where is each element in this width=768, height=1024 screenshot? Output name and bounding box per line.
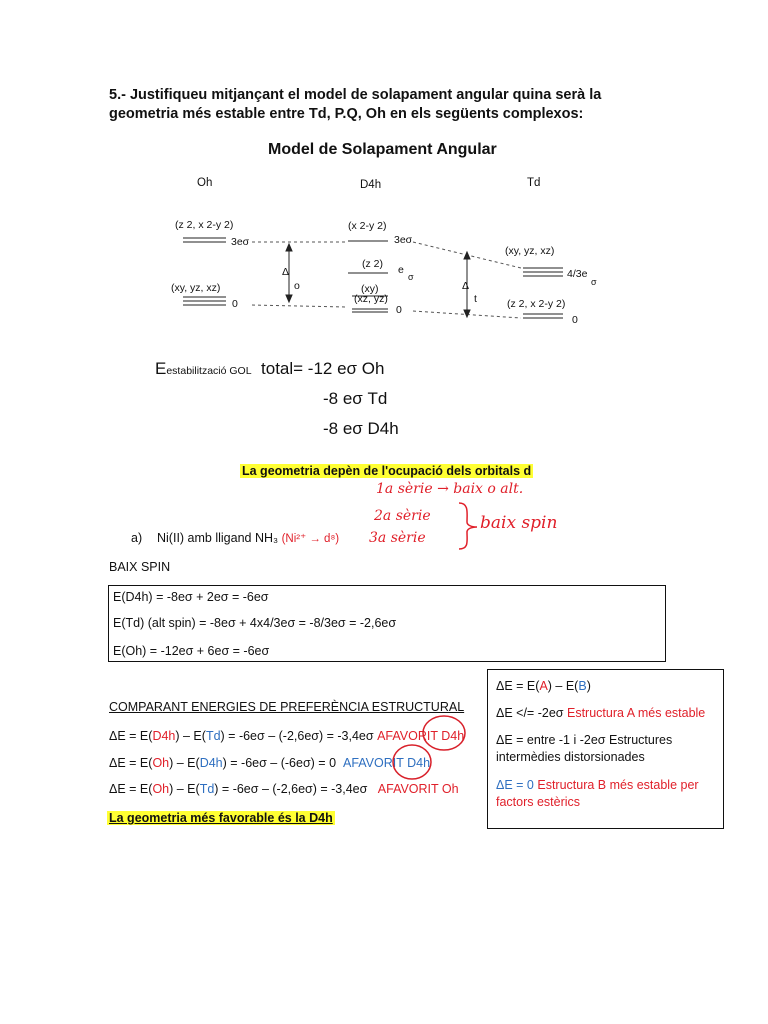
oh-delta-sub: o — [294, 280, 300, 292]
td-levels — [523, 268, 563, 318]
stabilization-subscript: estabilització GOL — [166, 365, 252, 377]
stabilization-d4h: -8 eσ D4h — [323, 419, 399, 438]
figure-title: Model de Solapament Angular — [268, 141, 497, 158]
comparison-row-1: ΔE = E(D4h) – E(Td) = -6eσ – (-2,6eσ) = -3,4eσ AFAVORIT D4h — [109, 729, 465, 743]
oh-t2g-energy: 0 — [232, 298, 238, 310]
d4h-xy-label: (xy) — [361, 283, 379, 295]
comparison-row-2: ΔE = E(Oh) – E(D4h) = -6eσ – (-6eσ) = 0 AFAVORIT D4h — [109, 756, 431, 770]
d4h-xzyz-label: (xz, yz) — [354, 293, 388, 305]
handwritten-series-1: 1a sèrie → baix o alt. — [376, 481, 524, 497]
column-label-td: Td — [527, 177, 541, 189]
d4h-z2-label: (z 2) — [362, 258, 383, 270]
stabilization-total — [155, 359, 384, 379]
oh-delta-symbol: Δ — [282, 266, 290, 278]
question-text: 5.- Justifiqueu mitjançant el model de solapament angular quina serà la geometria més estable entre Td, P.Q, Oh en els següents complexos: — [109, 87, 602, 122]
stabilization-td: -8 eσ Td — [323, 389, 388, 408]
energy-oh: E(Oh) = -12eσ + 6eσ = -6eσ — [113, 644, 270, 658]
orbital-diagram — [0, 0, 768, 360]
comparison-heading: COMPARANT ENERGIES DE PREFERÈNCIA ESTRUCTURAL — [109, 700, 465, 714]
handwritten-series-3: 3a sèrie — [369, 530, 426, 546]
item-a-marker: a) — [131, 531, 143, 545]
conclusion: La geometria més favorable és la D4h — [109, 811, 333, 825]
td-delta-sub: t — [474, 293, 477, 305]
occupation-note: La geometria depèn de l'ocupació dels orbitals d — [242, 464, 532, 478]
item-a-text — [157, 531, 339, 545]
td-t2-label: (xy, yz, xz) — [505, 245, 555, 257]
energy-d4h: E(D4h) = -8eσ + 2eσ = -6eσ — [113, 590, 269, 604]
d4h-bottom-energy: 0 — [396, 304, 402, 316]
oh-levels — [183, 238, 226, 305]
handwritten-series-2: 2a sèrie — [374, 508, 431, 524]
item-a-ligand: Ni(II) amb lligand NH₃ — [157, 531, 279, 545]
stabilization-oh: total= -12 eσ Oh — [261, 359, 385, 378]
connector-lines — [252, 242, 521, 318]
oh-eg-energy: 3eσ — [231, 236, 250, 248]
winner-d4h-1: D4h — [441, 729, 465, 743]
rule-definition: ΔE = E(A) – E(B) — [496, 679, 591, 693]
circle-mark-2 — [390, 741, 438, 783]
rule-a-stable: ΔE </= -2eσ Estructura A més estable — [496, 706, 706, 720]
column-label-d4h: D4h — [360, 179, 382, 191]
comparison-row-3: ΔE = E(Oh) – E(Td) = -6eσ – (-2,6eσ) = -3,4eσ AFAVORIT Oh — [109, 782, 459, 796]
winner-d4h-2: D4h — [407, 756, 431, 770]
oh-eg-label: (z 2, x 2-y 2) — [175, 219, 234, 231]
td-t2-energy-sub: σ — [591, 277, 597, 287]
d4h-z2-energy: e — [398, 264, 404, 276]
energy-td: E(Td) (alt spin) = -8eσ + 4x4/3eσ = -8/3eσ = -2,6eσ — [113, 616, 397, 630]
handwritten-low-spin: baix spin — [480, 513, 558, 533]
td-delta-symbol: Δ — [462, 280, 470, 292]
column-label-oh: Oh — [197, 177, 213, 189]
td-e-energy: 0 — [572, 314, 578, 326]
td-t2-energy: 4/3e — [567, 268, 588, 280]
item-a-config: (Ni²⁺ → d⁸) — [281, 533, 340, 545]
rule-b-stable: ΔE = 0 Estructura B més estable per factors estèrics — [496, 778, 699, 809]
d4h-x2y2-label: (x 2-y 2) — [348, 220, 387, 232]
oh-t2g-label: (xy, yz, xz) — [171, 282, 221, 294]
rule-intermediate: ΔE = entre -1 i -2eσ Estructures intermèdies distorsionades — [496, 733, 673, 764]
d4h-z2-energy-sub: σ — [408, 272, 414, 282]
stabilization-prefix: E — [155, 359, 167, 378]
td-e-label: (z 2, x 2-y 2) — [507, 298, 566, 310]
spin-state: BAIX SPIN — [109, 560, 171, 574]
d4h-x2y2-energy: 3eσ — [394, 234, 413, 246]
